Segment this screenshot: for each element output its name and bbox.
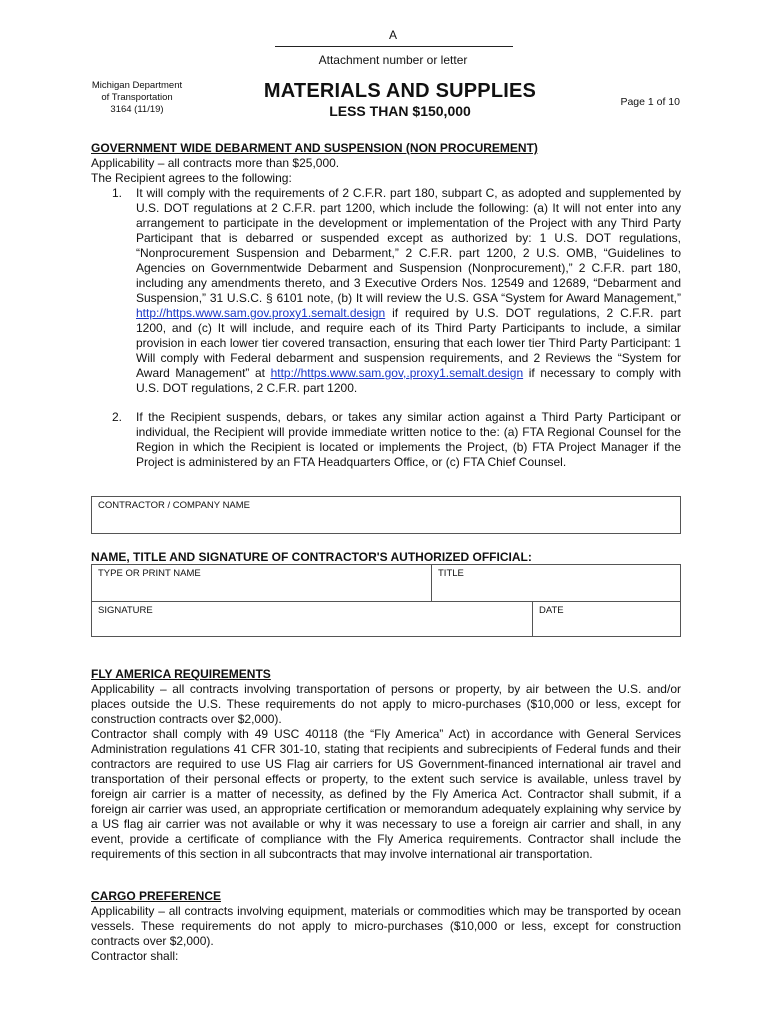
signature-field[interactable] <box>91 601 533 637</box>
item-number: 2. <box>112 410 123 424</box>
page-number: Page 1 of 10 <box>620 96 680 108</box>
attachment-underline <box>275 46 513 47</box>
company-name-label: CONTRACTOR / COMPANY NAME <box>98 500 251 511</box>
fly-america-heading: FLY AMERICA REQUIREMENTS <box>91 667 271 681</box>
debarment-heading: GOVERNMENT WIDE DEBARMENT AND SUSPENSION (NON PROCUREMENT) <box>91 141 538 155</box>
item-text: If the Recipient suspends, debars, or takes any similar action against a Third Party Participant or individual, the Recipient will provide immediate written notice to the: (a) FTA Regional Counsel for the Region in which the Recipient is located or implements the Project, (b) FTA Project Manager if the Project is administered by an FTA Headquarters Office, or (c) FTA Chief Counsel. <box>136 410 681 469</box>
form-number: 3164 (11/19) <box>110 104 164 115</box>
cargo-preference-section <box>91 889 681 964</box>
item1-text-part3: if necessary to comply with U.S. DOT regulations, 2 C.F.R. part 1200. <box>136 366 682 395</box>
fly-america-body: Contractor shall comply with 49 USC 40118 (the “Fly America” Act) in accordance with General Services Administration regulations 41 CFR 301-10, stating that recipients and subrecipients of Federal funds and their contractors are required to use US Flag air carriers for US Government-financed international air travel and transportation of their personal effects or property, to the extent such service is available, unless travel by foreign air carrier is a matter of necessity, as defined by the Fly America Act. Contractor shall submit, if a foreign air carrier was used, an appropriate certification or memorandum adequately explaining why service by a US flag air carrier was not available or why it was necessary to use a foreign air carrier and shall, in any event, provide a certificate of compliance with the Fly America requirements. Contractor shall include the requirements of this section in all subcontracts that may involve international air transportation. <box>91 727 681 861</box>
title-field[interactable] <box>431 564 681 602</box>
item1-text-part2: if required by U.S. DOT regulations, 2 C.F.R. part 1200, and (c) It will include, and require each of its Third Party Participants to include, a similar provision in each lower tier covered transaction, ensuring that each lower tier Third Party Participant: 1 Will comply with Federal debarment and suspension requirements, and 2 Reviews the “System for Award Management” at <box>136 306 681 380</box>
company-name-field[interactable] <box>91 496 681 534</box>
print-name-field[interactable] <box>91 564 432 602</box>
signature-label: SIGNATURE <box>98 605 153 616</box>
page-subtitle: LESS THAN $150,000 <box>329 103 471 119</box>
cargo-preference-heading: CARGO PREFERENCE <box>91 889 222 903</box>
authorized-official-heading: NAME, TITLE AND SIGNATURE OF CONTRACTOR'S AUTHORIZED OFFICIAL: <box>91 550 532 564</box>
cargo-preference-applicability: Applicability – all contracts involving equipment, materials or commodities which may be transported by ocean vessels. These requirements do not apply to micro-purchases ($10,000 or less, except for construction contracts over $2,000). <box>91 904 681 948</box>
sam-gov-link-1[interactable]: http://https.www.sam.gov.proxy1.semalt.design <box>136 306 386 320</box>
page-title: MATERIALS AND SUPPLIES <box>263 80 537 102</box>
title-label: TITLE <box>438 568 464 579</box>
agency-name-line2: of Transportation <box>101 92 173 103</box>
debarment-item-1 <box>112 186 681 396</box>
fly-america-applicability: Applicability – all contracts involving transportation of persons or property, by air between the U.S. and/or places outside the U.S. These requirements do not apply to micro-purchases ($10,000 or less, except for construction contracts over $2,000). <box>91 682 681 726</box>
cargo-contractor-shall: Contractor shall: <box>91 949 179 963</box>
debarment-applicability: Applicability – all contracts more than $25,000. <box>91 156 340 170</box>
attachment-letter: A <box>388 28 397 42</box>
debarment-section <box>91 141 681 186</box>
sam-gov-link-2[interactable]: http://https.www.sam.gov,.proxy1.semalt.design <box>270 366 524 380</box>
fly-america-section <box>91 667 681 862</box>
debarment-intro: The Recipient agrees to the following: <box>91 171 292 185</box>
item-text <box>136 186 681 396</box>
debarment-item-2 <box>112 410 681 470</box>
item1-text-part1: It will comply with the requirements of 2 C.F.R. part 180, subpart C, as adopted and supplemented by U.S. DOT regulations at 2 C.F.R. part 1200, which include the following: (a) It will not enter into any arrangement to participate in the development or implementation of the Project with any Third Party Participant that is debarred or suspended except as authorized by: 1 U.S. DOT regulations, “Nonprocurement Suspension and Debarment,” 2 C.F.R. part 1200, 2 U.S. OMB, “Guidelines to Agencies on Governmentwide Debarment and Suspension (Nonprocurement),” 2 C.F.R. part 180, including any amendments thereto, and 3 Executive Orders Nos. 12549 and 12689, “Debarment and Suspension,” 31 U.S.C. § 6101 note, (b) It will review the U.S. GSA “System for Award Management,” <box>136 186 681 305</box>
attachment-label: Attachment number or letter <box>318 53 468 67</box>
item-number: 1. <box>112 186 123 200</box>
date-field[interactable] <box>532 601 681 637</box>
date-label: DATE <box>539 605 564 616</box>
print-name-label: TYPE OR PRINT NAME <box>98 568 201 579</box>
agency-name-line1: Michigan Department <box>91 80 183 91</box>
